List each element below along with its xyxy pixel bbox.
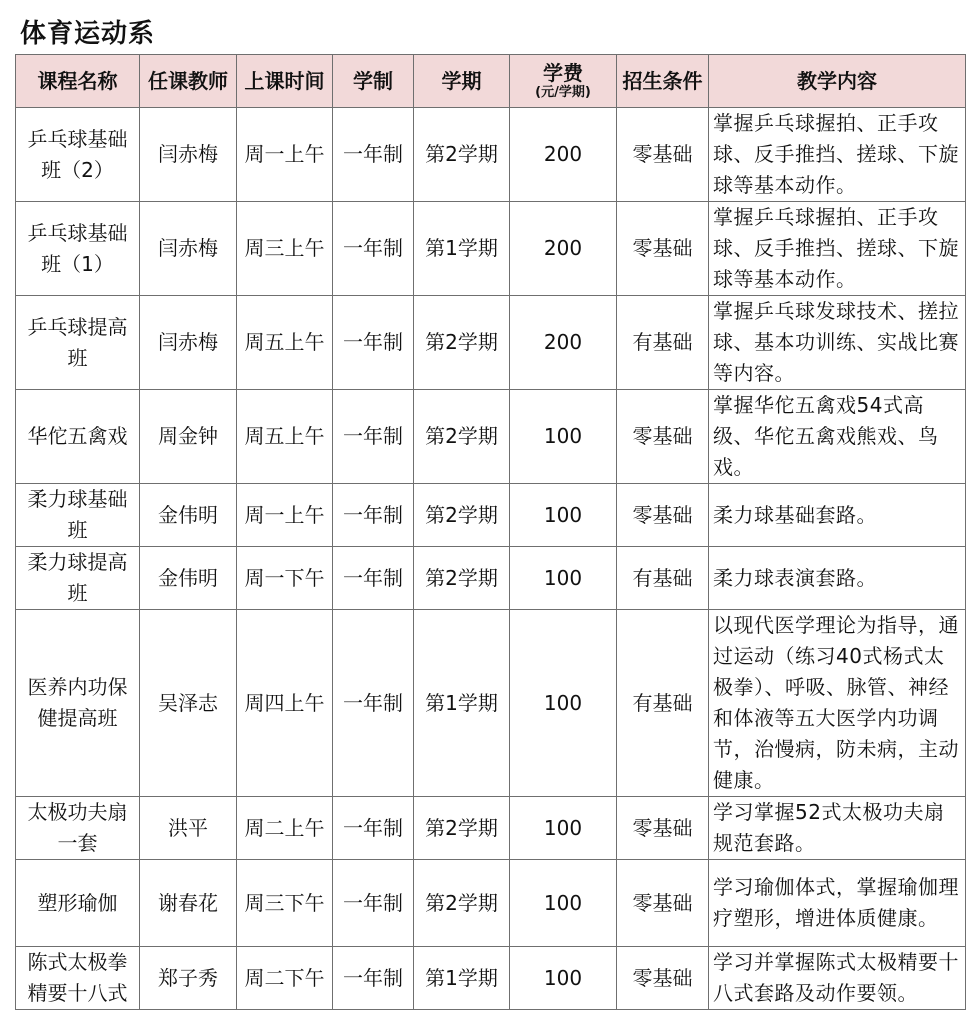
header-requirement: 招生条件 — [617, 55, 709, 108]
class-time: 周二下午 — [237, 947, 333, 1010]
header-fee-unit: (元/学期) — [535, 85, 591, 100]
fee: 200 — [510, 202, 617, 296]
requirement: 零基础 — [617, 797, 709, 860]
requirement: 零基础 — [617, 202, 709, 296]
content: 以现代医学理论为指导，通过运动（练习40式杨式太极拳）、呼吸、脉管、神经和体液等五大医学内功调节，治慢病，防未病，主动健康。 — [709, 610, 966, 797]
term: 第1学期 — [414, 202, 510, 296]
header-time: 上课时间 — [237, 55, 333, 108]
content: 学习瑜伽体式，掌握瑜伽理疗塑形，增进体质健康。 — [709, 860, 966, 947]
system: 一年制 — [333, 108, 414, 202]
fee: 100 — [510, 547, 617, 610]
fee: 100 — [510, 484, 617, 547]
requirement: 零基础 — [617, 947, 709, 1010]
table-row — [16, 108, 966, 202]
table-row — [16, 202, 966, 296]
term: 第2学期 — [414, 484, 510, 547]
class-time: 周五上午 — [237, 390, 333, 484]
teacher: 金伟明 — [140, 484, 237, 547]
course-name: 柔力球基础班 — [16, 484, 140, 547]
class-time: 周三上午 — [237, 202, 333, 296]
course-name: 塑形瑜伽 — [16, 860, 140, 947]
requirement: 有基础 — [617, 610, 709, 797]
teacher: 洪平 — [140, 797, 237, 860]
fee: 100 — [510, 860, 617, 947]
table-row — [16, 860, 966, 947]
system: 一年制 — [333, 390, 414, 484]
header-term: 学期 — [414, 55, 510, 108]
system: 一年制 — [333, 202, 414, 296]
table-row — [16, 390, 966, 484]
term: 第2学期 — [414, 108, 510, 202]
table-row — [16, 797, 966, 860]
requirement: 有基础 — [617, 296, 709, 390]
header-fee — [510, 55, 617, 108]
class-time: 周四上午 — [237, 610, 333, 797]
teacher: 吴泽志 — [140, 610, 237, 797]
teacher: 闫赤梅 — [140, 108, 237, 202]
term: 第2学期 — [414, 860, 510, 947]
system: 一年制 — [333, 547, 414, 610]
requirement: 有基础 — [617, 547, 709, 610]
course-table — [15, 54, 966, 1010]
course-name: 太极功夫扇一套 — [16, 797, 140, 860]
content: 柔力球表演套路。 — [709, 547, 966, 610]
teacher: 金伟明 — [140, 547, 237, 610]
class-time: 周三下午 — [237, 860, 333, 947]
term: 第1学期 — [414, 947, 510, 1010]
fee: 100 — [510, 610, 617, 797]
content: 柔力球基础套路。 — [709, 484, 966, 547]
content: 掌握乒乓球握拍、正手攻球、反手推挡、搓球、下旋球等基本动作。 — [709, 108, 966, 202]
term: 第2学期 — [414, 296, 510, 390]
content: 掌握华佗五禽戏54式高级、华佗五禽戏熊戏、鸟戏。 — [709, 390, 966, 484]
course-name: 陈式太极拳精要十八式 — [16, 947, 140, 1010]
term: 第2学期 — [414, 390, 510, 484]
class-time: 周一上午 — [237, 484, 333, 547]
requirement: 零基础 — [617, 108, 709, 202]
table-row — [16, 547, 966, 610]
fee: 100 — [510, 390, 617, 484]
fee: 200 — [510, 108, 617, 202]
content: 掌握乒乓球发球技术、搓拉球、基本功训练、实战比赛等内容。 — [709, 296, 966, 390]
term: 第2学期 — [414, 797, 510, 860]
term: 第1学期 — [414, 610, 510, 797]
system: 一年制 — [333, 797, 414, 860]
class-time: 周一下午 — [237, 547, 333, 610]
content: 学习掌握52式太极功夫扇规范套路。 — [709, 797, 966, 860]
table-row — [16, 484, 966, 547]
class-time: 周二上午 — [237, 797, 333, 860]
fee: 200 — [510, 296, 617, 390]
requirement: 零基础 — [617, 484, 709, 547]
system: 一年制 — [333, 860, 414, 947]
fee: 100 — [510, 947, 617, 1010]
header-row — [16, 55, 966, 108]
teacher: 闫赤梅 — [140, 296, 237, 390]
header-system: 学制 — [333, 55, 414, 108]
system: 一年制 — [333, 484, 414, 547]
course-name: 乒乓球基础班（1） — [16, 202, 140, 296]
teacher: 郑子秀 — [140, 947, 237, 1010]
table-row — [16, 610, 966, 797]
table-row — [16, 947, 966, 1010]
header-teacher: 任课教师 — [140, 55, 237, 108]
system: 一年制 — [333, 947, 414, 1010]
teacher: 周金钟 — [140, 390, 237, 484]
course-name: 乒乓球基础班（2） — [16, 108, 140, 202]
teacher: 谢春花 — [140, 860, 237, 947]
system: 一年制 — [333, 610, 414, 797]
class-time: 周一上午 — [237, 108, 333, 202]
term: 第2学期 — [414, 547, 510, 610]
class-time: 周五上午 — [237, 296, 333, 390]
table-row — [16, 296, 966, 390]
course-name: 乒乓球提高班 — [16, 296, 140, 390]
course-name: 华佗五禽戏 — [16, 390, 140, 484]
header-content: 教学内容 — [709, 55, 966, 108]
content: 掌握乒乓球握拍、正手攻球、反手推挡、搓球、下旋球等基本动作。 — [709, 202, 966, 296]
content: 学习并掌握陈式太极精要十八式套路及动作要领。 — [709, 947, 966, 1010]
course-name: 柔力球提高班 — [16, 547, 140, 610]
header-fee-label: 学费 — [543, 61, 583, 85]
page-title: 体育运动系 — [20, 19, 156, 49]
fee: 100 — [510, 797, 617, 860]
header-course: 课程名称 — [16, 55, 140, 108]
course-name: 医养内功保健提高班 — [16, 610, 140, 797]
system: 一年制 — [333, 296, 414, 390]
requirement: 零基础 — [617, 390, 709, 484]
teacher: 闫赤梅 — [140, 202, 237, 296]
requirement: 零基础 — [617, 860, 709, 947]
